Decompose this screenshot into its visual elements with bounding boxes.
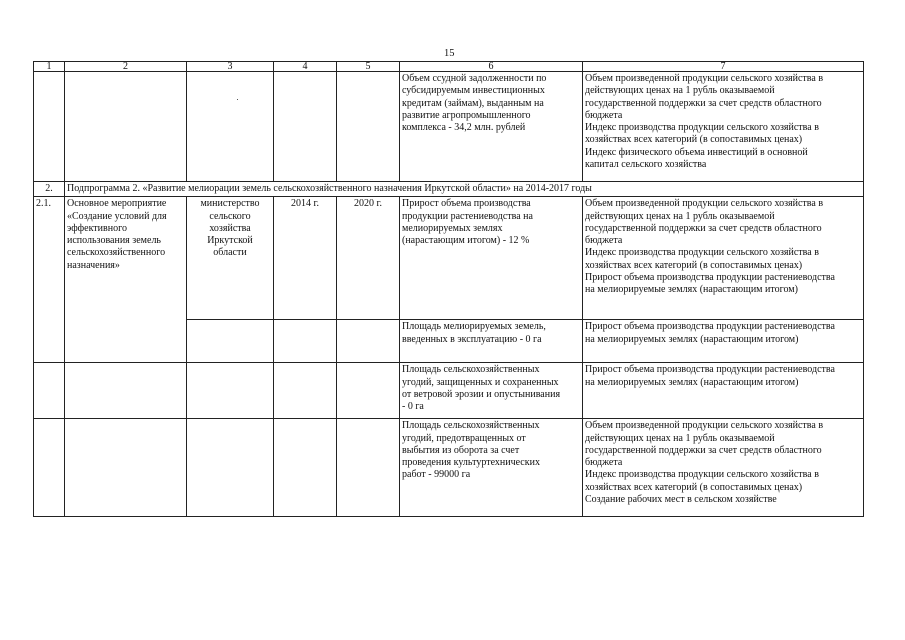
table-row	[34, 72, 864, 182]
cell-start	[274, 419, 337, 517]
cell-executor	[187, 419, 274, 517]
subprogram-number: 2.	[34, 182, 65, 197]
measure-name: Основное мероприятие «Создание условий для эффективного использования земель сельскохозяйственного назначения»	[65, 197, 187, 363]
subprogram-title: Подпрограмма 2. «Развитие мелиорации земель сельскохозяйственного назначения Иркутской области» на 2014-2017 годы	[65, 182, 864, 197]
measure-row	[34, 197, 864, 320]
column-number: 4	[274, 62, 337, 72]
column-number: 5	[337, 62, 400, 72]
cell-result: Объем ссудной задолженности по субсидируемым инвестиционных кредитам (займам), выданным на развитие агропромышленного комплекса - 34,2 млн. рублей	[400, 72, 583, 182]
cell-indicators: Объем произведенной продукции сельского хозяйства в действующих ценах на 1 рубль оказываемой государственной поддержки за счет средств областного бюджета Индекс производства продукции сельского хозяйства в хозяйствах всех категорий (в сопоставимых ценах) Индекс физического объема инвестиций в основной капитал сельского хозяйства	[583, 72, 864, 182]
subprogram-row	[34, 182, 864, 197]
measure-executor: министерство сельского хозяйства Иркутской области	[187, 197, 274, 320]
cell-end	[337, 320, 400, 363]
cell-start	[274, 363, 337, 419]
cell-executor	[187, 363, 274, 419]
cell-number	[34, 363, 65, 419]
cell-indicators: Объем произведенной продукции сельского хозяйства в действующих ценах на 1 рубль оказываемой государственной поддержки за счет средств областного бюджета Индекс производства продукции сельского хозяйства в хозяйствах всех категорий (в сопоставимых ценах) Создание рабочих мест в сельском хозяйстве	[583, 419, 864, 517]
column-number: 1	[34, 62, 65, 72]
column-number: 6	[400, 62, 583, 72]
cell-result: Площадь мелиорируемых земель, введенных в эксплуатацию - 0 га	[400, 320, 583, 363]
column-number: 2	[65, 62, 187, 72]
page-number: 15	[444, 48, 455, 59]
column-number: 7	[583, 62, 864, 72]
cell-result: Прирост объема производства продукции растениеводства на мелиорируемых землях (нарастающим итогом) - 12 %	[400, 197, 583, 320]
cell-number	[34, 419, 65, 517]
cell-executor	[187, 72, 274, 182]
measure-start: 2014 г.	[274, 197, 337, 320]
cell-end	[337, 72, 400, 182]
measure-number: 2.1.	[34, 197, 65, 363]
cell-name	[65, 363, 187, 419]
cell-start	[274, 320, 337, 363]
measure-end: 2020 г.	[337, 197, 400, 320]
table-row	[34, 419, 864, 517]
cell-executor	[187, 320, 274, 363]
cell-result: Площадь сельскохозяйственных угодий, предотвращенных от выбытия из оборота за счет проведения культуртехнических работ - 99000 га	[400, 419, 583, 517]
column-numbers-row	[34, 62, 864, 72]
cell-result: Площадь сельскохозяйственных угодий, защищенных и сохраненных от ветровой эрозии и опустынивания - 0 га	[400, 363, 583, 419]
column-number: 3	[187, 62, 274, 72]
cell-start	[274, 72, 337, 182]
cell-indicators: Прирост объема производства продукции растениеводства на мелиорируемых землях (нарастающим итогом)	[583, 320, 864, 363]
cell-end	[337, 419, 400, 517]
cell-indicators: Прирост объема производства продукции растениеводства на мелиорируемых землях (нарастающим итогом)	[583, 363, 864, 419]
cell-indicators: Объем произведенной продукции сельского хозяйства в действующих ценах на 1 рубль оказываемой государственной поддержки за счет средств областного бюджета Индекс производства продукции сельского хозяйства в хозяйствах всех категорий (в сопоставимых ценах) Прирост объема производства продукции растениеводства на мелиорируемые землях (нарастающим итогом)	[583, 197, 864, 320]
cell-name	[65, 419, 187, 517]
program-table	[33, 61, 864, 517]
cell-number	[34, 72, 65, 182]
cell-name	[65, 72, 187, 182]
cell-end	[337, 363, 400, 419]
table-row	[34, 363, 864, 419]
